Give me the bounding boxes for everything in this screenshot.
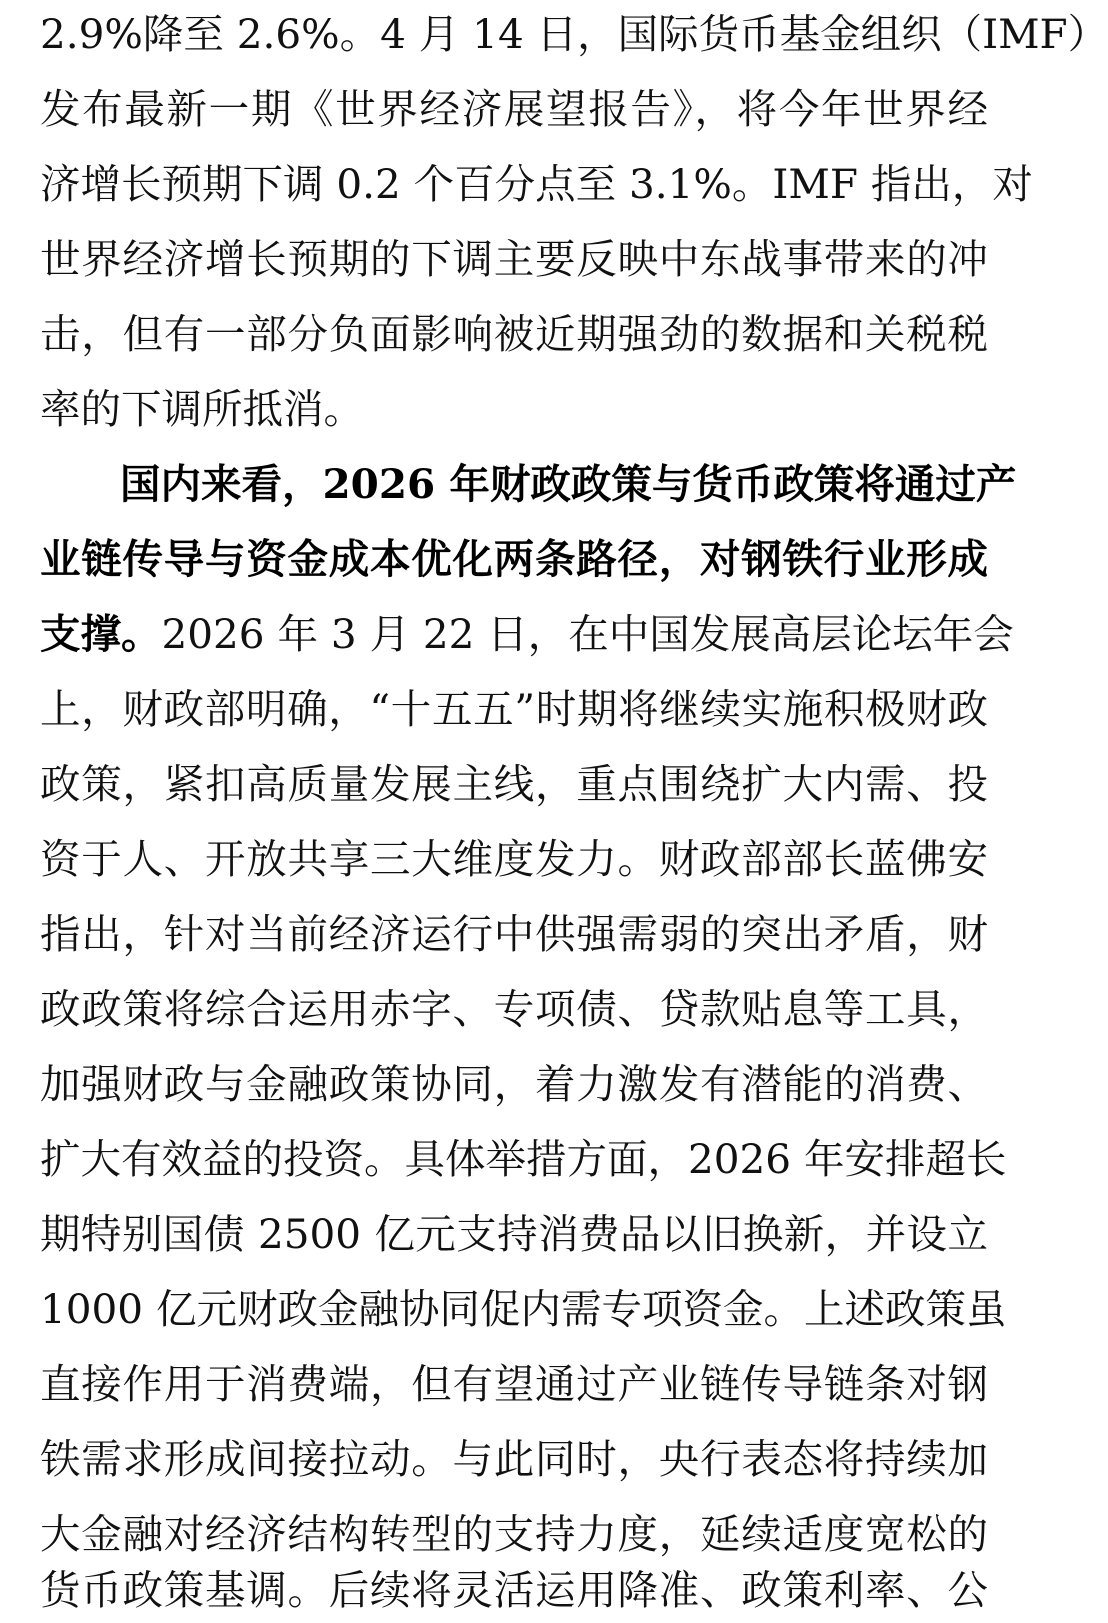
text-line: 济增长预期下调 0.2 个百分点至 3.1%。IMF 指出，对 [40, 160, 1033, 208]
text-line: 指出，针对当前经济运行中供强需弱的突出矛盾，财 [40, 910, 988, 958]
text-line: 加强财政与金融政策协同，着力激发有潜能的消费、 [40, 1060, 988, 1108]
mixed-text-line [40, 604, 1014, 664]
bold-lead-end: 支撑。 [40, 610, 162, 658]
text-line: 率的下调所抵消。 [40, 385, 364, 433]
text-line: 直接作用于消费端，但有望通过产业链传导链条对钢 [40, 1360, 988, 1408]
bold-lead-line: 业链传导与资金成本优化两条路径，对钢铁行业形成 [40, 535, 988, 583]
text-line: 政政策将综合运用赤字、专项债、贷款贴息等工具， [40, 985, 988, 1033]
text-span: 2026 年 3 月 22 日，在中国发展高层论坛年会 [161, 610, 1014, 658]
text-line: 2.9%降至 2.6%。4 月 14 日，国际货币基金组织（IMF） [40, 10, 1108, 58]
text-line: 大金融对经济结构转型的支持力度，延续适度宽松的 [40, 1510, 988, 1558]
text-line: 世界经济增长预期的下调主要反映中东战事带来的冲 [40, 235, 988, 283]
text-line: 期特别国债 2500 亿元支持消费品以旧换新，并设立 [40, 1210, 988, 1258]
text-line: 扩大有效益的投资。具体举措方面，2026 年安排超长 [40, 1135, 1007, 1183]
text-line: 资于人、开放共享三大维度发力。财政部部长蓝佛安 [40, 835, 988, 883]
text-line: 1000 亿元财政金融协同促内需专项资金。上述政策虽 [40, 1285, 1007, 1333]
text-line: 击，但有一部分负面影响被近期强劲的数据和关税税 [40, 310, 988, 358]
text-line: 发布最新一期《世界经济展望报告》，将今年世界经 [40, 85, 988, 133]
text-line: 上，财政部明确，“十五五”时期将继续实施积极财政 [40, 685, 988, 733]
bold-lead-line: 国内来看，2026 年财政政策与货币政策将通过产 [120, 460, 1017, 508]
text-line: 铁需求形成间接拉动。与此同时，央行表态将持续加 [40, 1435, 988, 1483]
text-line: 政策，紧扣高质量发展主线，重点围绕扩大内需、投 [40, 760, 988, 808]
text-line: 货币政策基调。后续将灵活运用降准、政策利率、公 [40, 1566, 988, 1614]
